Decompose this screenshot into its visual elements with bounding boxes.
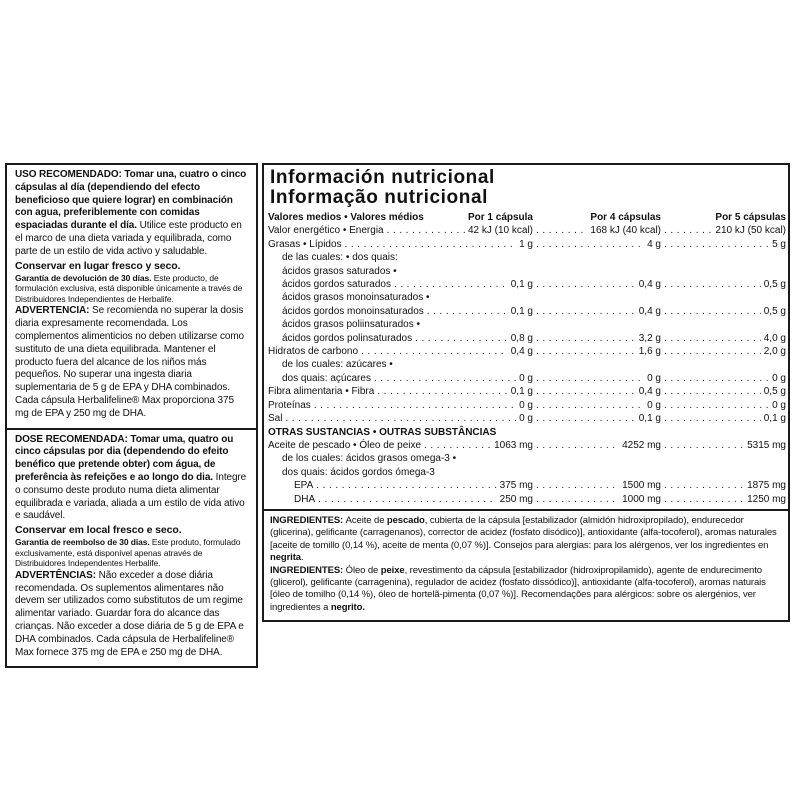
row-col-5-capsules [661,412,786,425]
row-col-label-and-1-capsule [268,385,533,398]
row-value-per-4-capsules: 0 g [647,372,661,384]
nutrition-row [268,439,786,452]
row-col-label-and-1-capsule [268,238,533,251]
row-label: de las cuales: • dos quais: [282,252,398,264]
row-value-per-5-capsules: 0,1 g [763,413,786,425]
row-col-5-capsules [661,318,786,331]
nutrition-row [268,238,786,251]
row-value-per-4-capsules: 3,2 g [638,332,661,344]
nutrition-row [268,332,786,345]
spanish-directions-box [5,163,258,430]
dot-leader [533,305,636,318]
row-value-per-4-capsules: 1500 mg [622,480,661,492]
text-segment: Integre o consumo deste produto numa dieta alimentar equilibrada e variada, aliada a um estilo de vida ativo e saudável. [15,471,247,522]
row-col-label-and-1-capsule [268,439,533,452]
row-col-5-capsules [661,372,786,385]
row-label: de los cuales: ácidos grasos omega-3 • [282,453,457,465]
row-value-per-5-capsules: 4,0 g [763,332,786,344]
dot-leader [533,493,619,506]
row-value-per-1-capsule: 250 mg [499,493,533,505]
dose-recomendada-paragraph [15,434,248,524]
row-col-label-and-1-capsule [268,318,533,331]
row-value-per-1-capsule: 0,1 g [510,279,533,291]
dot-leader [421,439,491,452]
dot-leader [661,305,761,318]
row-label: de los cuales: azúcares • [282,359,393,371]
row-label: dos quais: ácidos gordos ómega-3 [282,466,435,478]
row-value-per-4-capsules: 0 g [647,399,661,411]
dot-leader [533,372,644,385]
portuguese-directions-box [5,428,258,669]
row-label: Fibra alimentaria • Fibra [268,386,375,398]
row-label: Proteínas [268,399,311,411]
bold-text-segment: ADVERTENCIA: [15,305,90,317]
nutrition-row [268,412,786,425]
nutrition-row [268,358,786,371]
row-value-per-4-capsules: 1,6 g [638,346,661,358]
dot-leader [533,224,587,237]
dot-leader [661,238,769,251]
header-values-label: Valores medios • Valores médios [268,212,424,223]
bold-text-segment: negrito. [330,601,365,613]
row-value-per-5-capsules: 5 g [772,238,786,250]
row-col-4-capsules [533,385,661,398]
row-label: DHA [294,493,316,505]
row-value-per-1-capsule: 0,8 g [510,332,533,344]
text-segment: , cubierta de la cápsula [estabilizador (almidón hidroxipropilado), endurecedor (glicerina), gelificante (carragenanos), corrector de acidez (fosfato disódico)], antioxidante (alfa-tocoferol), aromas naturales [aceite de tomillo (0,14 %), aceite de menta (0,07 %)]. Consejos para alergias: para los alérgenos, ver los ingredientes en [270,514,777,551]
conservar-pt-line: Conservar em local fresco e seco. [15,524,182,537]
dot-leader [315,493,497,506]
row-col-5-capsules [661,439,786,452]
row-value-per-5-capsules: 1875 mg [747,480,786,492]
dot-leader [533,399,644,412]
dot-leader [374,385,507,398]
nutrition-row [268,265,786,278]
dot-leader [661,412,761,425]
spanish-directions-content [7,165,256,428]
row-value-per-1-capsule: 0 g [519,372,533,384]
nutrition-rows [268,224,786,506]
row-col-label-and-1-capsule [268,305,533,318]
row-label: Valor energético • Energia [268,225,384,237]
header-col-values [268,211,533,224]
text-segment: Não exceder a dose diária recomendada. Os suplementos alimentares não devem ser utilizados como substitutos de um regime alimentar variado. Guardar fora do alcance das crianças. Não exceder a dose diária de 5 g de EPA e DHA combinados. Cada cápsula de Herbalifeline® Max fornece 375 mg de EPA e 250 mg de DHA. [15,569,244,658]
advertencia-es-paragraph [15,305,248,420]
nutrition-row [268,426,786,439]
text-segment: Este produto, formulado exclusivamente, está disponível apenas através de Distribuidores Independentes Herbalife. [15,537,241,569]
row-label: dos quais: açúcares [282,372,371,384]
dot-leader [313,479,496,492]
dot-leader [384,224,465,237]
row-col-label-and-1-capsule [268,251,533,264]
row-col-4-capsules [533,332,661,345]
dot-leader [533,385,636,398]
dot-leader [661,224,712,237]
dot-leader [533,479,619,492]
row-value-per-1-capsule: 0,4 g [510,346,533,358]
dot-leader [533,345,636,358]
row-value-per-1-capsule: 0 g [519,399,533,411]
row-value-per-1-capsule: 1063 mg [494,439,533,451]
text-segment: , revestimento da cápsula [estabilizador (hidroxipropilamido), agente de endurecimento (glicerol), gelificante (carragenina), regulador de acidez (fosfato dissódico)], antioxidante (alfa-tocoferol), aromas naturais [óleo de tomilho (0,14 %), óleo de hortelã-pimenta (0,07 %)]. Recomendações para alérgicos: sobre os alergénios, ver ingredientes a [270,564,766,613]
row-value-per-5-capsules: 1250 mg [747,493,786,505]
row-col-5-capsules [661,305,786,318]
row-label: OTRAS SUSTANCIAS • OUTRAS SUBSTÂNCIAS [268,426,497,438]
dot-leader [661,493,744,506]
nutrition-row [268,291,786,304]
row-label: ácidos gordos saturados [282,279,391,291]
row-value-per-4-capsules: 4 g [647,238,661,250]
header-per-1-capsule: Por 1 cápsula [467,212,533,223]
row-col-label-and-1-capsule [268,332,533,345]
row-col-5-capsules [661,452,786,465]
header-col-5-capsules [661,211,786,224]
row-col-label-and-1-capsule [268,291,533,304]
row-label: Aceite de pescado • Óleo de peixe [268,439,422,451]
nutrition-row [268,305,786,318]
nutrition-row [268,345,786,358]
nutrition-row [268,385,786,398]
nutrition-table-header [268,211,786,224]
row-col-4-capsules [533,345,661,358]
bold-text-segment: INGREDIENTES: [270,564,346,576]
row-col-label-and-1-capsule [268,372,533,385]
row-label: Hidratos de carbono [268,346,359,358]
nutrition-row [268,278,786,291]
ingredients-pt-paragraph [270,565,780,615]
nutrition-title-es: Información nutricional [270,167,495,188]
row-label: ácidos gordos polinsaturados [282,332,413,344]
bold-text-segment: pescado [386,514,425,526]
left-column [5,163,258,668]
text-segment: Este producto, de formulación exclusiva, está disponible únicamente a través de Distribuidores Independientes de Herbalife. [15,272,243,304]
row-col-4-capsules [533,305,661,318]
row-value-per-4-capsules: 0,4 g [638,386,661,398]
dot-leader [282,412,516,425]
row-col-4-capsules [533,452,661,465]
bold-text-segment: negrita [270,552,301,564]
row-col-4-capsules [533,278,661,291]
nutrition-row [268,493,786,506]
row-col-5-capsules [661,358,786,371]
row-col-label-and-1-capsule [268,265,533,278]
row-col-5-capsules [661,479,786,492]
row-label: ácidos grasos saturados • [282,265,397,277]
row-col-5-capsules [661,345,786,358]
bold-text-segment: USO RECOMENDADO: Tomar una, cuatro o cinco cápsulas al día (dependiendo del efecto beneficioso que quiere lograr) en combinación con agua, preferiblemente con comidas espaciadas durante el día. [15,169,247,232]
row-col-4-capsules [533,238,661,251]
uso-recomendado-paragraph [15,169,248,259]
dot-leader [533,332,636,345]
header-col-4-capsules [533,211,661,224]
dot-leader [661,385,761,398]
bold-text-segment: INGREDIENTES: [270,514,346,526]
row-value-per-4-capsules: 0,1 g [638,413,661,425]
row-col-4-capsules [533,224,661,237]
row-label: ácidos grasos poliinsaturados • [282,319,421,331]
row-col-5-capsules [661,399,786,412]
row-label: ácidos gordos monoinsaturados [282,305,424,317]
dot-leader [533,238,644,251]
bold-text-segment: ADVERTÊNCIAS: [15,569,96,581]
dot-leader [661,278,761,291]
row-value-per-5-capsules: 0,5 g [763,279,786,291]
bold-text-segment: Garantía de devolución de 30 días. [15,272,152,283]
row-value-per-5-capsules: 2,0 g [763,346,786,358]
row-col-label-and-1-capsule [268,412,533,425]
row-label: Grasas • Lípidos [268,238,342,250]
header-per-5-capsules: Por 5 cápsulas [715,212,786,223]
row-col-4-capsules [533,251,661,264]
row-col-4-capsules [533,399,661,412]
row-col-4-capsules [533,412,661,425]
dot-leader [533,278,636,291]
nutrition-row [268,318,786,331]
row-value-per-4-capsules: 1000 mg [622,493,661,505]
text-segment: Aceite de [345,514,387,526]
bold-text-segment: Garantia de reembolso de 30 dias. [15,537,150,548]
row-col-4-capsules [533,479,661,492]
row-col-4-capsules [533,493,661,506]
dot-leader [661,332,761,345]
row-col-5-capsules [661,332,786,345]
row-value-per-1-capsule: 0,1 g [510,386,533,398]
dot-leader [424,305,508,318]
row-value-per-4-capsules: 4252 mg [622,439,661,451]
dot-leader [342,238,517,251]
nutrition-table [264,208,788,509]
row-col-5-capsules [661,238,786,251]
row-label: Sal [268,413,283,425]
garantia-es-paragraph [15,273,248,305]
dot-leader [358,345,508,358]
nutrition-row [268,452,786,465]
row-value-per-1-capsule: 0 g [519,413,533,425]
row-col-5-capsules [661,251,786,264]
row-value-per-5-capsules: 5315 mg [747,439,786,451]
ingredients-es-paragraph [270,515,780,565]
row-col-5-capsules [661,426,786,439]
row-col-label-and-1-capsule [268,399,533,412]
dot-leader [533,439,619,452]
conservar-es-line: Conservar en lugar fresco y seco. [15,259,181,272]
row-col-5-capsules [661,385,786,398]
ingredients-section [264,509,788,620]
dot-leader [661,479,744,492]
row-value-per-4-capsules: 168 kJ (40 kcal) [590,225,661,237]
nutrition-row [268,466,786,479]
dot-leader [371,372,516,385]
nutrition-row [268,479,786,492]
nutrition-row [268,399,786,412]
text-segment: Se recomienda no superar la dosis diaria expresamente recomendada. Los complementos alimenticios no deben utilizarse como sustituto de una dieta equilibrada. Mantener el producto fuera del alcance de los niños más pequeños. No superar una ingesta diaria suplementaria de 5 g de EPA y DHA combinados. Cada cápsula Herbalifeline® Max proporciona 375 mg de EPA y 250 mg de DHA. [15,305,245,419]
row-col-5-capsules [661,265,786,278]
row-value-per-5-capsules: 0 g [772,399,786,411]
bold-text-segment: DOSE RECOMENDADA: Tomar uma, quatro ou cinco cápsulas por dia (dependendo do efeito benéfico que pretende obter) com água, de preferência às refeições e ao longo do dia. [15,433,234,483]
portuguese-directions-content [7,430,256,667]
nutrition-facts-box [262,163,790,622]
nutrition-row [268,251,786,264]
row-value-per-5-capsules: 210 kJ (50 kcal) [715,225,786,237]
row-label: ácidos grasos monoinsaturados • [282,292,430,304]
row-value-per-1-capsule: 1 g [519,238,533,250]
row-col-5-capsules [661,493,786,506]
text-segment: Óleo de [345,564,381,576]
row-col-5-capsules [661,278,786,291]
dot-leader [661,345,761,358]
text-segment: Utilice este producto en el marco de una dieta variada y equilibrada, como parte de un estilo de vida activo y saludable. [15,220,242,257]
dot-leader [311,399,516,412]
row-col-label-and-1-capsule [268,278,533,291]
row-col-4-capsules [533,318,661,331]
row-value-per-1-capsule: 42 kJ (10 kcal) [467,225,533,237]
dot-leader [412,332,508,345]
bold-text-segment: peixe [380,564,405,576]
row-col-label-and-1-capsule [268,466,533,479]
row-col-label-and-1-capsule [268,452,533,465]
row-col-4-capsules [533,439,661,452]
nutrition-row [268,372,786,385]
row-col-label-and-1-capsule [268,426,533,439]
nutrition-row [268,224,786,237]
row-value-per-1-capsule: 0,1 g [510,305,533,317]
row-col-4-capsules [533,265,661,278]
row-value-per-4-capsules: 0,4 g [638,279,661,291]
row-col-4-capsules [533,372,661,385]
row-value-per-5-capsules: 0,5 g [763,386,786,398]
dot-leader [661,372,769,385]
advertencias-pt-paragraph [15,570,248,660]
header-per-4-capsules: Por 4 cápsulas [590,212,661,223]
row-col-4-capsules [533,466,661,479]
row-label: EPA [294,480,314,492]
row-col-5-capsules [661,224,786,237]
dot-leader [661,439,744,452]
dot-leader [533,412,636,425]
row-col-5-capsules [661,466,786,479]
row-col-5-capsules [661,291,786,304]
row-col-4-capsules [533,291,661,304]
row-col-label-and-1-capsule [268,345,533,358]
row-col-label-and-1-capsule [268,224,533,237]
dot-leader [391,278,508,291]
nutrition-title-pt: Informação nutricional [270,187,489,208]
row-col-label-and-1-capsule [268,493,533,506]
row-value-per-5-capsules: 0 g [772,372,786,384]
row-value-per-5-capsules: 0,5 g [763,305,786,317]
row-value-per-1-capsule: 375 mg [499,480,533,492]
dot-leader [661,399,769,412]
text-segment: . [300,552,304,564]
garantia-pt-paragraph [15,537,248,569]
row-value-per-4-capsules: 0,4 g [638,305,661,317]
row-col-4-capsules [533,426,661,439]
row-col-label-and-1-capsule [268,358,533,371]
row-col-label-and-1-capsule [268,479,533,492]
row-col-4-capsules [533,358,661,371]
